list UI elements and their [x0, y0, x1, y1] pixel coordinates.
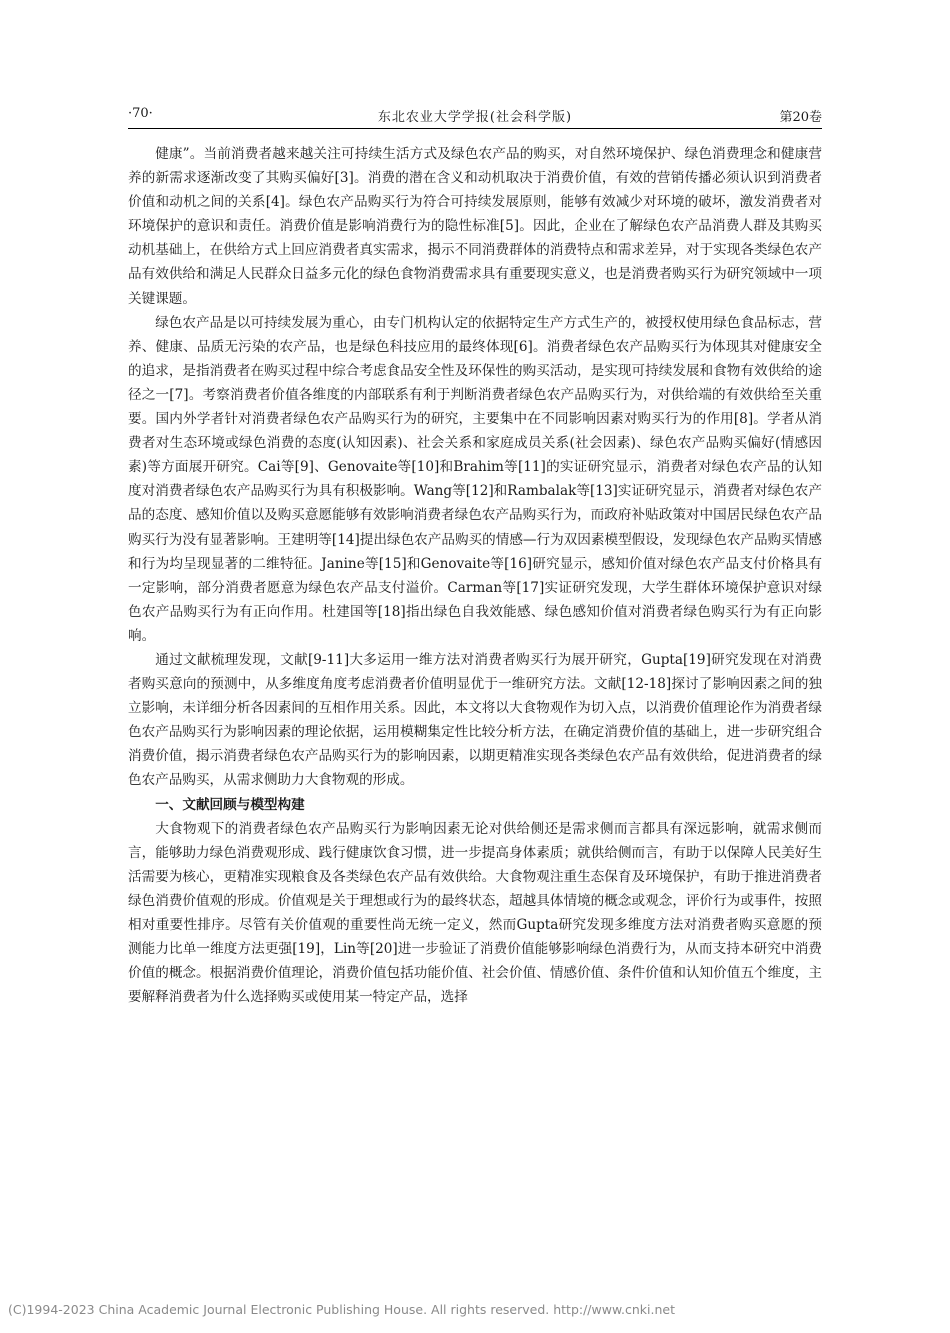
paragraph-3: 通过文献梳理发现，文献[9-11]大多运用一维方法对消费者购买行为展开研究，Gupta[19]研究发现在对消费者购买意向的预测中，从多维度角度考虑消费者价值明显优于一维研究方法。文献[12-18]探讨了影响因素之间的独立影响，未详细分析各因素间的互相作用关系。因此，本文将以大食物观作为切入点，以消费价值理论作为消费者绿色农产品购买行为影响因素的理论依据，运用模糊集定性比较分析方法，在确定消费价值的基础上，进一步研究组合消费价值，揭示消费者绿色农产品购买行为的影响因素，以期更精准实现各类绿色农产品有效供给，促进消费者的绿色农产品购买，从需求侧助力大食物观的形成。: [128, 651, 822, 789]
paragraph-2: 绿色农产品是以可持续发展为重心，由专门机构认定的依据特定生产方式生产的，被授权使用绿色食品标志，营养、健康、品质无污染的农产品，也是绿色科技应用的最终体现[6]。消费者绿色农产品购买行为体现其对健康安全的追求，是指消费者在购买过程中综合考虑食品安全性及环保性的购买活动，是实现可持续发展和食物有效供给的途径之一[7]。考察消费者价值各维度的内部联系有利于判断消费者绿色农产品购买行为，对供给端的有效供给至关重要。国内外学者针对消费者绿色农产品购买行为的研究，主要集中在不同影响因素对购买行为的作用[8]。学者从消费者对生态环境或绿色消费的态度(认知因素)、社会关系和家庭成员关系(社会因素)、绿色农产品购买偏好(情感因素)等方面展开研究。Cai等[9]、Genovaite等[10]和Brahim等[11]的实证研究显示，消费者对绿色农产品的认知度对消费者绿色农产品购买行为具有积极影响。Wang等[12]和Rambalak等[13]实证研究显示，消费者对绿色农产品的态度、感知价值以及购买意愿能够有效影响消费者绿色农产品购买行为，而政府补贴政策对中国居民绿色农产品购买行为没有显著影响。王建明等[14]提出绿色农产品购买的情感—行为双因素模型假设，发现绿色农产品购买情感和行为均呈现显著的二维特征。Janine等[15]和Genovaite等[16]研究显示，感知价值对绿色农产品支付价格具有一定影响，部分消费者愿意为绿色农产品支付溢价。Carman等[17]实证研究发现，大学生群体环境保护意识对绿色农产品购买行为有正向作用。杜建国等[18]指出绿色自我效能感、绿色感知价值对消费者绿色购买行为有正向影响。: [128, 314, 822, 644]
copyright-footer: (C)1994-2023 China Academic Journal Electronic Publishing House. All rights reserved. http://www.cnki.net: [8, 1302, 675, 1317]
journal-title: 东北农业大学学报(社会科学版): [377, 110, 573, 125]
page-number: ·70·: [128, 106, 153, 121]
section-heading: 一、文献回顾与模型构建: [155, 796, 305, 813]
paragraph-4: 大食物观下的消费者绿色农产品购买行为影响因素无论对供给侧还是需求侧而言都具有深远影响，就需求侧而言，能够助力绿色消费观形成、践行健康饮食习惯，进一步提高身体素质；就供给侧而言，有助于以保障人民美好生活需要为核心，更精准实现粮食及各类绿色农产品有效供给。大食物观注重生态保育及环境保护，有助于推进消费者绿色消费价值观的形成。价值观是关于理想或行为的最终状态，超越具体情境的概念或观念，评价行为或事件，按照相对重要性排序。尽管有关价值观的重要性尚无统一定义，然而Gupta研究发现多维度方法对消费者购买意愿的预测能力比单一维度方法更强[19]，Lin等[20]进一步验证了消费价值能够影响绿色消费行为，从而支持本研究中消费价值的概念。根据消费价值理论，消费价值包括功能价值、社会价值、情感价值、条件价值和认知价值五个维度，主要解释消费者为什么选择购买或使用某一特定产品，选择: [128, 820, 822, 1006]
article-body: [128, 142, 822, 1009]
volume-label: 第20卷: [779, 110, 822, 125]
running-header: [128, 100, 822, 129]
paragraph-1: 健康”。当前消费者越来越关注可持续生活方式及绿色农产品的购买，对自然环境保护、绿色消费理念和健康营养的新需求逐渐改变了其购买偏好[3]。消费的潜在含义和动机取决于消费价值，有效的营销传播必须认识到消费者价值和动机之间的关系[4]。绿色农产品购买行为符合可持续发展原则，能够有效减少对环境的破坏，激发消费者对环境保护的意识和责任。消费价值是影响消费行为的隐性标准[5]。因此，企业在了解绿色农产品消费人群及其购买动机基础上，在供给方式上回应消费者真实需求，揭示不同消费群体的消费特点和需求差异，对于实现各类绿色农产品有效供给和满足人民群众日益多元化的绿色食物消费需求具有重要现实意义，也是消费者购买行为研究领域中一项关键课题。: [128, 146, 822, 307]
